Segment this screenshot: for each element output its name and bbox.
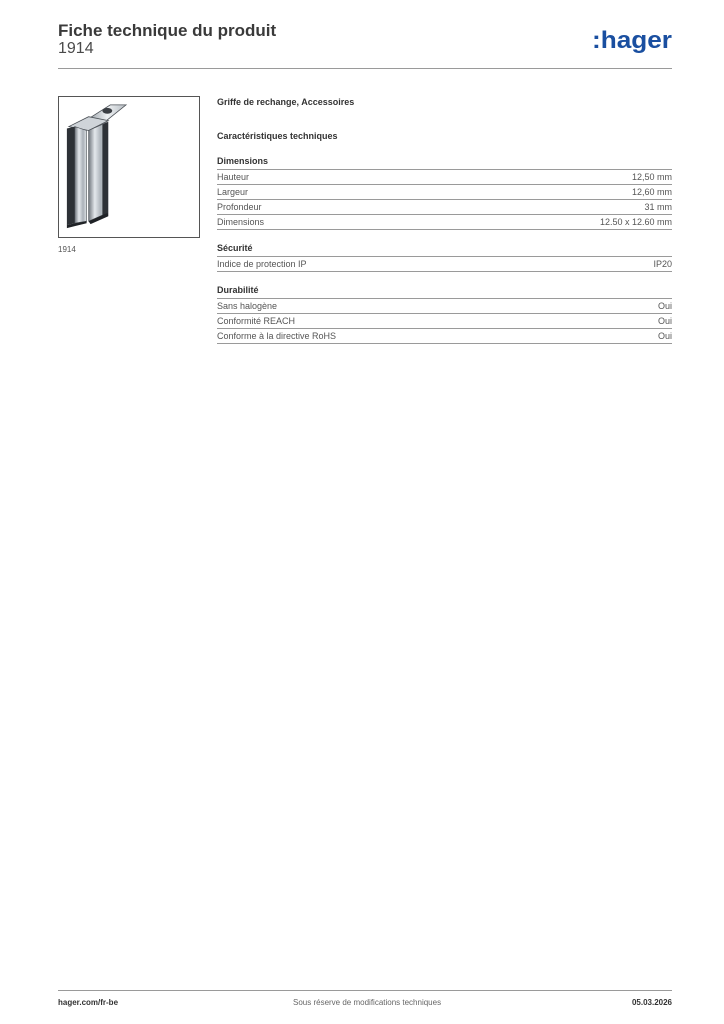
product-specifications	[217, 96, 672, 344]
spec-value: Oui	[657, 316, 672, 326]
spec-value: 12,60 mm	[631, 187, 672, 197]
spec-value: 12.50 x 12.60 mm	[599, 217, 672, 227]
spec-row	[217, 329, 672, 344]
product-name: Griffe de rechange, Accessoires	[217, 97, 355, 107]
hager-logo	[592, 26, 674, 56]
header-divider	[58, 68, 672, 69]
group-title: Dimensions	[217, 155, 672, 170]
spec-label: Indice de protection IP	[217, 259, 307, 269]
spec-group-dimensions	[217, 155, 672, 230]
hager-logo-text: :hager	[592, 27, 672, 54]
spec-group-securite	[217, 242, 672, 272]
footer-notice: Sous réserve de modifications techniques	[293, 998, 442, 1007]
spec-label: Profondeur	[217, 202, 262, 212]
product-reference: 1914	[58, 40, 94, 57]
footer-website-link[interactable]: hager.com/fr-be	[58, 998, 119, 1007]
group-title: Durabilité	[217, 284, 672, 299]
spec-value: 12,50 mm	[631, 172, 672, 182]
spec-label: Sans halogène	[217, 301, 278, 311]
spec-row	[217, 314, 672, 329]
spec-label: Hauteur	[217, 172, 250, 182]
spec-row	[217, 257, 672, 272]
spec-value: Oui	[657, 301, 672, 311]
spec-value: IP20	[653, 259, 672, 269]
spec-label: Conforme à la directive RoHS	[217, 331, 337, 341]
spec-value: Oui	[657, 331, 672, 341]
product-image-frame	[58, 96, 200, 238]
spec-label: Largeur	[217, 187, 249, 197]
spec-row	[217, 200, 672, 215]
footer-date: 05.03.2026	[631, 998, 672, 1007]
page-title: Fiche technique du produit	[58, 21, 277, 40]
group-title: Sécurité	[217, 242, 672, 257]
spec-row	[217, 170, 672, 185]
spec-row	[217, 299, 672, 314]
spec-label: Conformité REACH	[217, 316, 296, 326]
spare-claw-product-image	[59, 97, 199, 237]
spec-label: Dimensions	[217, 217, 265, 227]
section-heading: Caractéristiques techniques	[217, 131, 338, 141]
footer-divider	[58, 990, 672, 991]
spec-row	[217, 215, 672, 230]
image-caption: 1914	[58, 245, 76, 254]
spec-value: 31 mm	[644, 202, 672, 212]
spec-group-durabilite	[217, 284, 672, 344]
spec-row	[217, 185, 672, 200]
